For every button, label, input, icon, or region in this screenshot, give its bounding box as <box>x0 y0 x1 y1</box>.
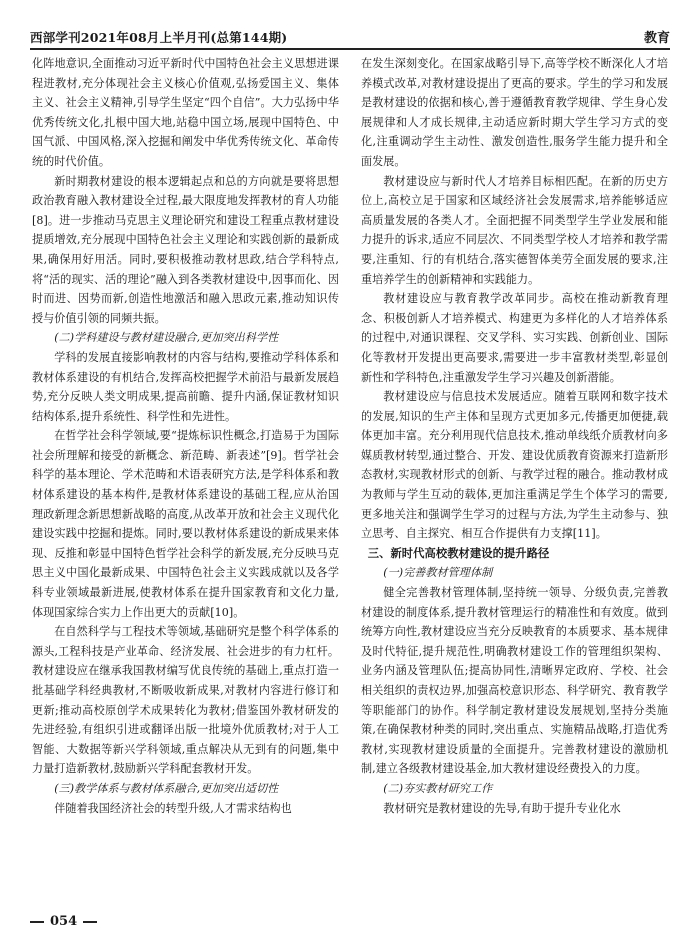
section-heading: (一)完善教材管理体制 <box>383 566 493 580</box>
footer-dash-right <box>83 921 97 923</box>
paragraph: 在自然科学与工程技术等领域,基础研究是整个科学体系的源头,工程科技是产业革命、经济发展、社会进步的有力杠杆。教材建设应在继承我国教材编写优良传统的基础上,重点打造一批基础学科经典教材,不断吸收新成果,对教材内容进行修订和更新;推动高校原创学术成果转化为教材;借鉴国外教材研发的先进经验,有组织引进或翻译出版一批境外优质教材;对于人工智能、大数据等新兴学科领域,重点解决从无到有的问题,集中力量打造新教材,鼓励新兴学科配套教材开发。 <box>32 625 339 776</box>
paragraph: 教材建设应与信息技术发展适应。随着互联网和数字技术的发展,知识的生产主体和呈现方式更加多元,传播更加便捷,载体更加丰富。充分利用现代信息技术,推动单线纸介质教材向多媒质教材转型,通过整合、开发、建设优质教育资源来打造新形态教材,实现教材形式的创新、与教学过程的融合。推动教材成为教师与学生互动的载体,更加注重满足学生个体学习的需要,更多地关注和强调学生学习的过程与方法,为学生主动参与、独立思考、自主探究、相互合作提供有力支撑[11]。 <box>361 390 668 541</box>
section-heading: (三)教学体系与教材体系融合,更加突出适切性 <box>54 781 279 795</box>
section-label: 教育 <box>643 31 670 46</box>
paragraph: 教材建设应与新时代人才培养目标相匹配。在新的历史方位上,高校立足于国家和区域经济社会发展需求,培养能够适应高质量发展的各类人才。全面把握不同类型学生学业发展和能力提升的诉求,适应不同层次、不同类型学校人才培养和教学需要,注重知、行的有机结合,落实德智体美劳全面发展的要求,注重培养学生的创新精神和实践能力。 <box>361 174 668 286</box>
right-column <box>361 54 668 904</box>
footer-dash-left <box>30 921 44 923</box>
paragraph: 在发生深刻变化。在国家战略引导下,高等学校不断深化人才培养模式改革,对教材建设提出了更高的要求。学生的学习和发展是教材建设的依据和核心,善于遵循教育教学规律、学生身心发展规律和人才成长规律,主动适应新时期大学生学习方式的变化,注重调动学生主动性、激发创造性,服务学生能力提升和全面发展。 <box>361 57 668 168</box>
paragraph: 教材建设应与教育教学改革同步。高校在推动新教育理念、积极创新人才培养模式、构建更为多样化的人才培养体系的过程中,对通识课程、交叉学科、实习实践、创新创业、国际化等教材开发提出更高要求,需要进一步丰富教材类型,彰显创新性和学科特色,注重激发学生学习兴趣及创新潜能。 <box>361 292 668 384</box>
page-footer <box>30 914 97 929</box>
left-column <box>32 54 339 904</box>
paragraph: 化阵地意识,全面推动习近平新时代中国特色社会主义思想进课程进教材,充分体现社会主义核心价值观,弘扬爱国主义、集体主义、社会主义精神,引导学生坚定“四个自信”。大力弘扬中华优秀传统文化,扎根中国大地,站稳中国立场,展现中国特色、中国气派、中国风格,深入挖掘和阐发中华优秀传统文化、革命传统的时代价值。 <box>32 57 339 168</box>
section-heading: 三、新时代高校教材建设的提升路径 <box>367 545 550 560</box>
running-header <box>30 26 670 50</box>
page-number: 054 <box>50 914 78 929</box>
paragraph: 教材研究是教材建设的先导,有助于提升专业化水 <box>383 801 621 815</box>
section-heading: (二)学科建设与教材建设融合,更加突出科学性 <box>54 331 279 345</box>
paragraph: 伴随着我国经济社会的转型升级,人才需求结构也 <box>54 801 292 815</box>
paragraph: 健全完善教材管理体制,坚持统一领导、分级负责,完善教材建设的制度体系,提升教材管理运行的精准性和有效度。做到统筹方向性,教材建设应当充分反映教育的本质要求、基本规律及时代特征,提升规范性,明确教材建设工作的管理组织架构、业务内涵及管理队伍;提高协同性,清晰界定政府、学校、社会相关组织的责权边界,加强高校意识形态、科学研究、教育教学等职能部门的协作。科学制定教材建设发展规划,坚持分类施策,在确保教材种类的同时,突出重点、实施精品战略,打造优秀教材,实现教材建设质量的全面提升。完善教材建设的激励机制,建立各级教材建设基金,加大教材建设经费投入的力度。 <box>361 586 668 776</box>
section-heading: (二)夯实教材研究工作 <box>383 781 493 795</box>
paragraph: 新时期教材建设的根本逻辑起点和总的方向就是要将思想政治教育融入教材建设全过程,最大限度地发挥教材的育人功能[8]。进一步推动马克思主义理论研究和建设工程重点教材建设提质增效,充分展现中国特色社会主义理论和实践创新的最新成果,确保用好用活。同时,要积极推动教材思政,结合学科特点,将“活的现实、活的理论”融入到各类教材建设中,因事而化、因时而进、因势而新,创造性地激活和融入思政元素,推动知识传授与价值引领的同频共振。 <box>32 174 339 325</box>
paragraph: 学科的发展直接影响教材的内容与结构,要推动学科体系和教材体系建设的有机结合,发挥高校把握学术前沿与最新发展趋势,充分反映人类文明成果,提高前瞻、提升内涵,保证教材知识结构体系,提升系统性、科学性和先进性。 <box>32 350 339 423</box>
paragraph: 在哲学社会科学领域,要“提炼标识性概念,打造易于为国际社会所理解和接受的新概念、新范畴、新表述”[9]。哲学社会科学的基本理论、学术范畴和术语表研究方法,是学科体系和教材体系建设的基本构件,是教材体系建设的基础工程,应从治国理政新理念新思想新战略的高度,从改革开放和社会主义现代化建设实践中挖掘和提炼。同时,要以教材体系建设的新成果来体现、反推和彰显中国特色哲学社会科学的新发展,充分反映马克思主义中国化最新成果、中国特色社会主义实践成就以及各学科专业领域最新进展,使教材体系在提升国家教育和文化力量,体现国家综合实力上作出更大的贡献[10]。 <box>32 429 339 619</box>
journal-title: 西部学刊2021年08月上半月刊(总第144期) <box>30 30 288 45</box>
